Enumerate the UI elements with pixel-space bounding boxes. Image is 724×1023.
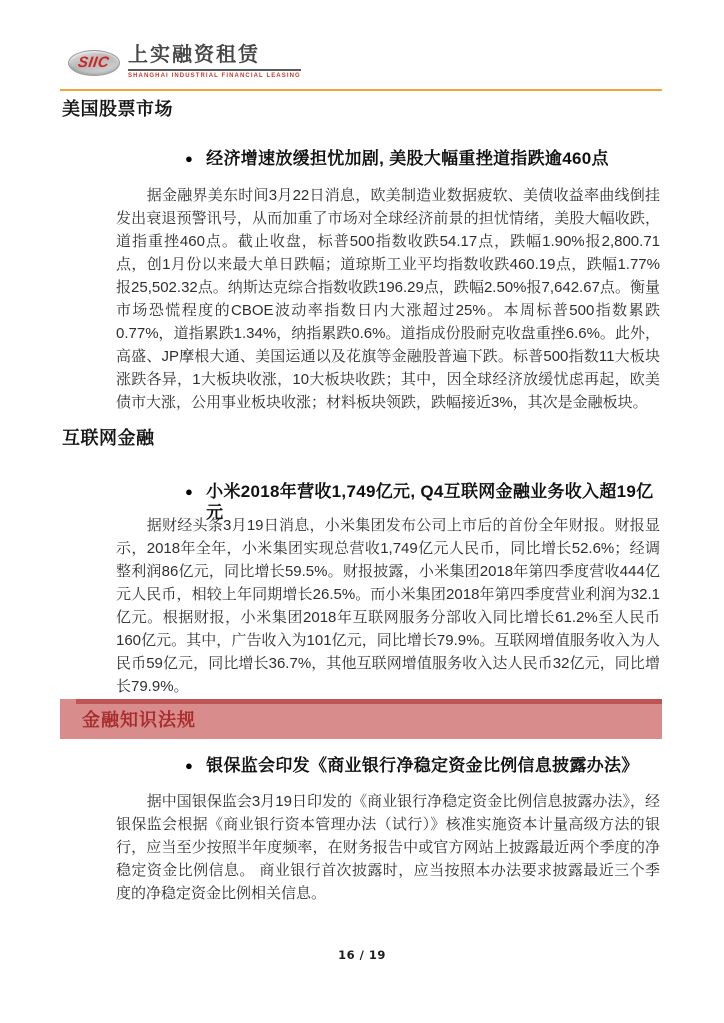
bullet-icon: ● xyxy=(185,758,194,773)
brand-header xyxy=(68,44,301,79)
company-subtitle: SHANGHAI INDUSTRIAL FINANCIAL LEASING xyxy=(128,73,301,79)
siic-badge-icon xyxy=(68,50,120,76)
news-headline-regulations-row xyxy=(185,755,662,776)
logo-text-block xyxy=(128,44,301,79)
company-name: 上实融资租赁 xyxy=(128,44,301,71)
accent-divider xyxy=(60,89,662,91)
section-heading-internet-finance: 互联网金融 xyxy=(62,428,155,448)
news-body-regulations: 据中国银保监会3月19日印发的《商业银行净稳定资金比例信息披露办法》，经银保监会根据《商业银行资本管理办法（试行）》核准实施资本计量高级方法的银行，应当至少按照半年度频率，在财务报告中或官方网站上披露最近两个季度的净稳定资金比例信息。 商业银行首次披露时，应当按照本办法要求披露最近三个季度的净稳定资金比例相关信息。 xyxy=(116,793,660,902)
news-body-us-market: 据金融界美东时间3月22日消息，欧美制造业数据疲软、美债收益率曲线倒挂发出衰退预警讯号，从而加重了市场对全球经济前景的担忧情绪，美股大幅收跌，道指重挫460点。截止收盘，标普500指数收跌54.17点，跌幅1.90%报2,800.71点，创1月份以来最大单日跌幅；道琼斯工业平均指数收跌460.19点，跌幅1.77%报25,502.32点。纳斯达克综合指数收跌196.29点，跌幅2.50%报7,642.67点。衡量市场恐慌程度的CBOE波动率指数日内大涨超过25%。本周标普500指数累跌0.77%，道指累跌1.34%，纳指累跌0.6%。道指成份股耐克收盘重挫6.6%。此外，高盛、JP摩根大通、美国运通以及花旗等金融股普遍下跌。标普500指数11大板块涨跌各异，1大板块收涨，10大板块收跌；其中，因全球经济放缓忧虑再起，欧美债市大涨，公用事业板块收涨；材料板块领跌，跌幅接近3%，其次是金融板块。 xyxy=(116,187,660,411)
news-headline-regulations: 银保监会印发《商业银行净稳定资金比例信息披露办法》 xyxy=(206,756,639,775)
news-headline-us-market-row xyxy=(185,148,662,169)
news-body-xiaomi: 据财经头条3月19日消息，小米集团发布公司上市后的首份全年财报。财报显示，2018年全年，小米集团实现总营收1,749亿元人民币，同比增长52.6%；经调整利润86亿元，同比增长59.5%。财报披露，小米集团2018年第四季度营收444亿元人民币，相较上年同期增长26.5%。而小米集团2018年第四季度营业利润为32.1亿元。根据财报，小米集团2018年互联网服务分部收入同比增长61.2%至人民币160亿元。其中，广告收入为101亿元，同比增长79.9%。互联网增值服务收入为人民币59亿元，同比增长36.7%，其他互联网增值服务收入达人民币32亿元，同比增长79.9%。 xyxy=(116,517,660,695)
regulations-banner xyxy=(60,699,662,739)
news-headline-xiaomi: 小米2018年营收1,749亿元, Q4互联网金融业务收入超19亿元 xyxy=(206,482,654,522)
company-logo xyxy=(68,44,301,79)
page-number: 16 / 19 xyxy=(338,948,386,962)
banner-title: 金融知识法规 xyxy=(82,710,196,730)
section-heading-us-market: 美国股票市场 xyxy=(62,99,173,119)
news-headline-us-market: 经济增速放缓担忧加剧, 美股大幅重挫道指跌逾460点 xyxy=(206,149,609,168)
bullet-icon: ● xyxy=(185,484,194,499)
bullet-icon: ● xyxy=(185,151,194,166)
logo-siic-text: SIIC xyxy=(77,54,111,71)
